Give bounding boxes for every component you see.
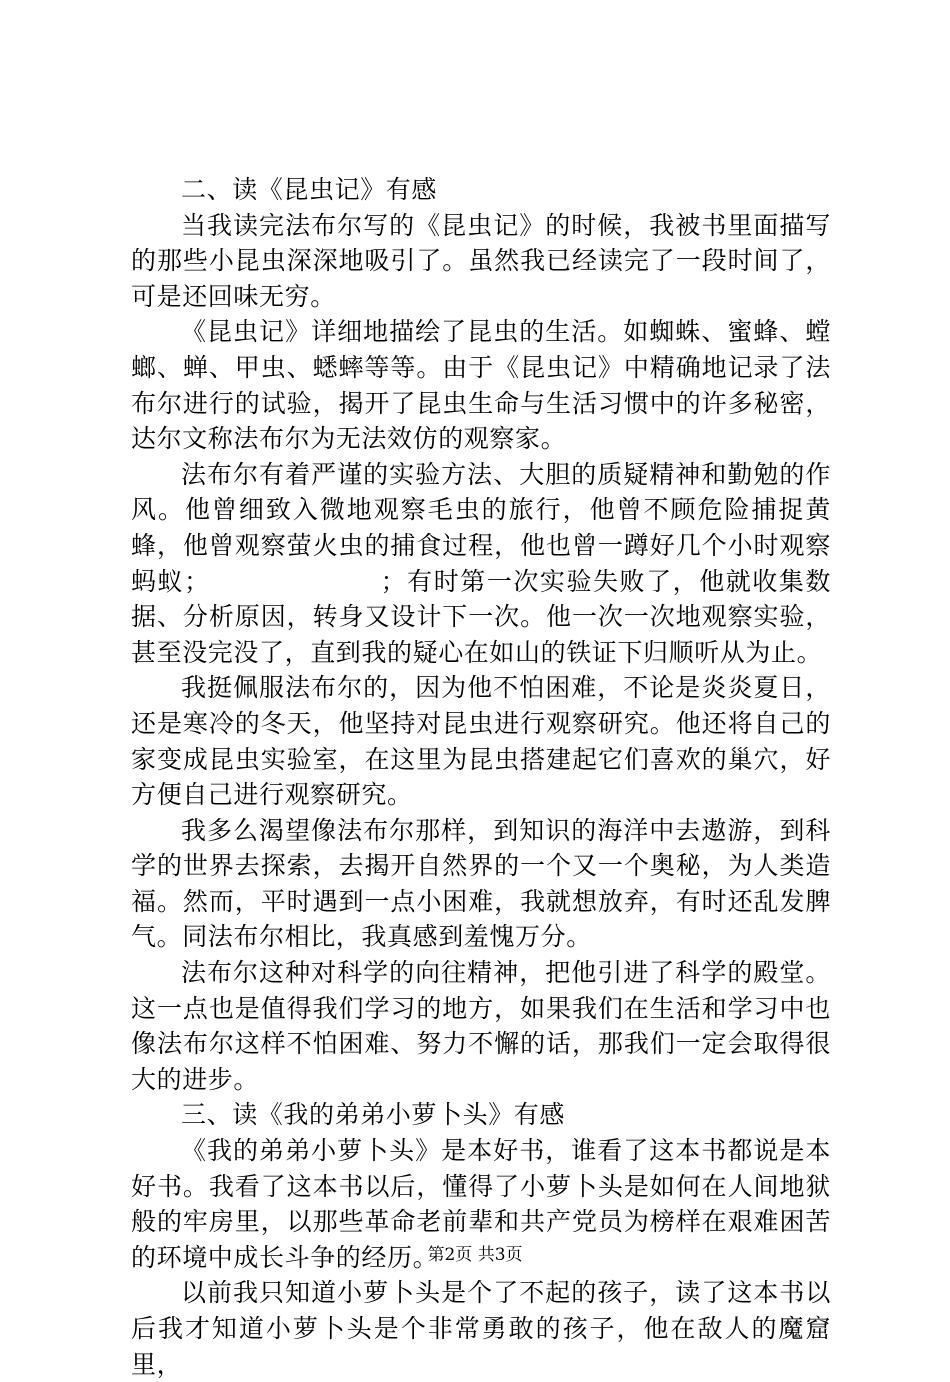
paragraph: 当我读完法布尔写的《昆虫记》的时候，我被书里面描写的那些小昆虫深深地吸引了。虽然我已经读完了一段时间了，可是还回味无穷。 — [131, 210, 831, 311]
paragraph: 《昆虫记》详细地描绘了昆虫的生活。如蜘蛛、蜜蜂、螳螂、蝉、甲虫、蟋蟀等等。由于《昆虫记》中精确地记录了法布尔进行的试验，揭开了昆虫生命与生活习惯中的许多秘密，达尔文称法布尔为无法效仿的观察家。 — [131, 317, 831, 454]
paragraph: 法布尔这种对科学的向往精神，把他引进了科学的殿堂。这一点也是值得我们学习的地方，如果我们在生活和学习中也像法布尔这样不怕困难、努力不懈的话，那我们一定会取得很大的进步。 — [131, 958, 831, 1094]
paragraph: 以前我只知道小萝卜头是个了不起的孩子，读了这本书以后我才知道小萝卜头是个非常勇敢的孩子，他在敌人的魔窟里， — [131, 1278, 831, 1379]
paragraph: 《我的弟弟小萝卜头》是本好书，谁看了这本书都说是本好书。我看了这本书以后，懂得了小萝卜头是如何在人间地狱般的牢房里，以那些革命老前辈和共产党员为榜样在艰难困苦的环境中成长斗争的经历。 — [131, 1136, 831, 1272]
paragraph: 我挺佩服法布尔的，因为他不怕困难，不论是炎炎夏日，还是寒冷的冬天，他坚持对昆虫进行观察研究。他还将自己的家变成昆虫实验室，在这里为昆虫搭建起它们喜欢的巢穴，好方便自己进行观察研究。 — [131, 673, 831, 810]
page-footer: 第2页 共3页 — [427, 1245, 523, 1265]
paragraph: 法布尔有着严谨的实验方法、大胆的质疑精神和勤勉的作风。他曾细致入微地观察毛虫的旅行，他曾不顾危险捕捉黄蜂，他曾观察萤火虫的捕食过程，他也曾一蹲好几个小时观察蚂蚁； ；有时第一次实验失败了，他就收集数据、分析原因，转身又设计下一次。他一次一次地观察实验，甚至没完没了，直到我的疑心在如山的铁证下归顺听从为止。 — [131, 459, 831, 667]
document-body — [131, 172, 831, 1382]
section-heading: 三、读《我的弟弟小萝卜头》有感 — [181, 1100, 566, 1130]
section-heading: 二、读《昆虫记》有感 — [181, 175, 438, 204]
paragraph: 我多么渴望像法布尔那样，到知识的海洋中去遨游，到科学的世界去探索，去揭开自然界的一个又一个奥秘，为人类造福。然而，平时遇到一点小困难，我就想放弃，有时还乱发脾气。同法布尔相比，我真感到羞愧万分。 — [131, 815, 831, 952]
